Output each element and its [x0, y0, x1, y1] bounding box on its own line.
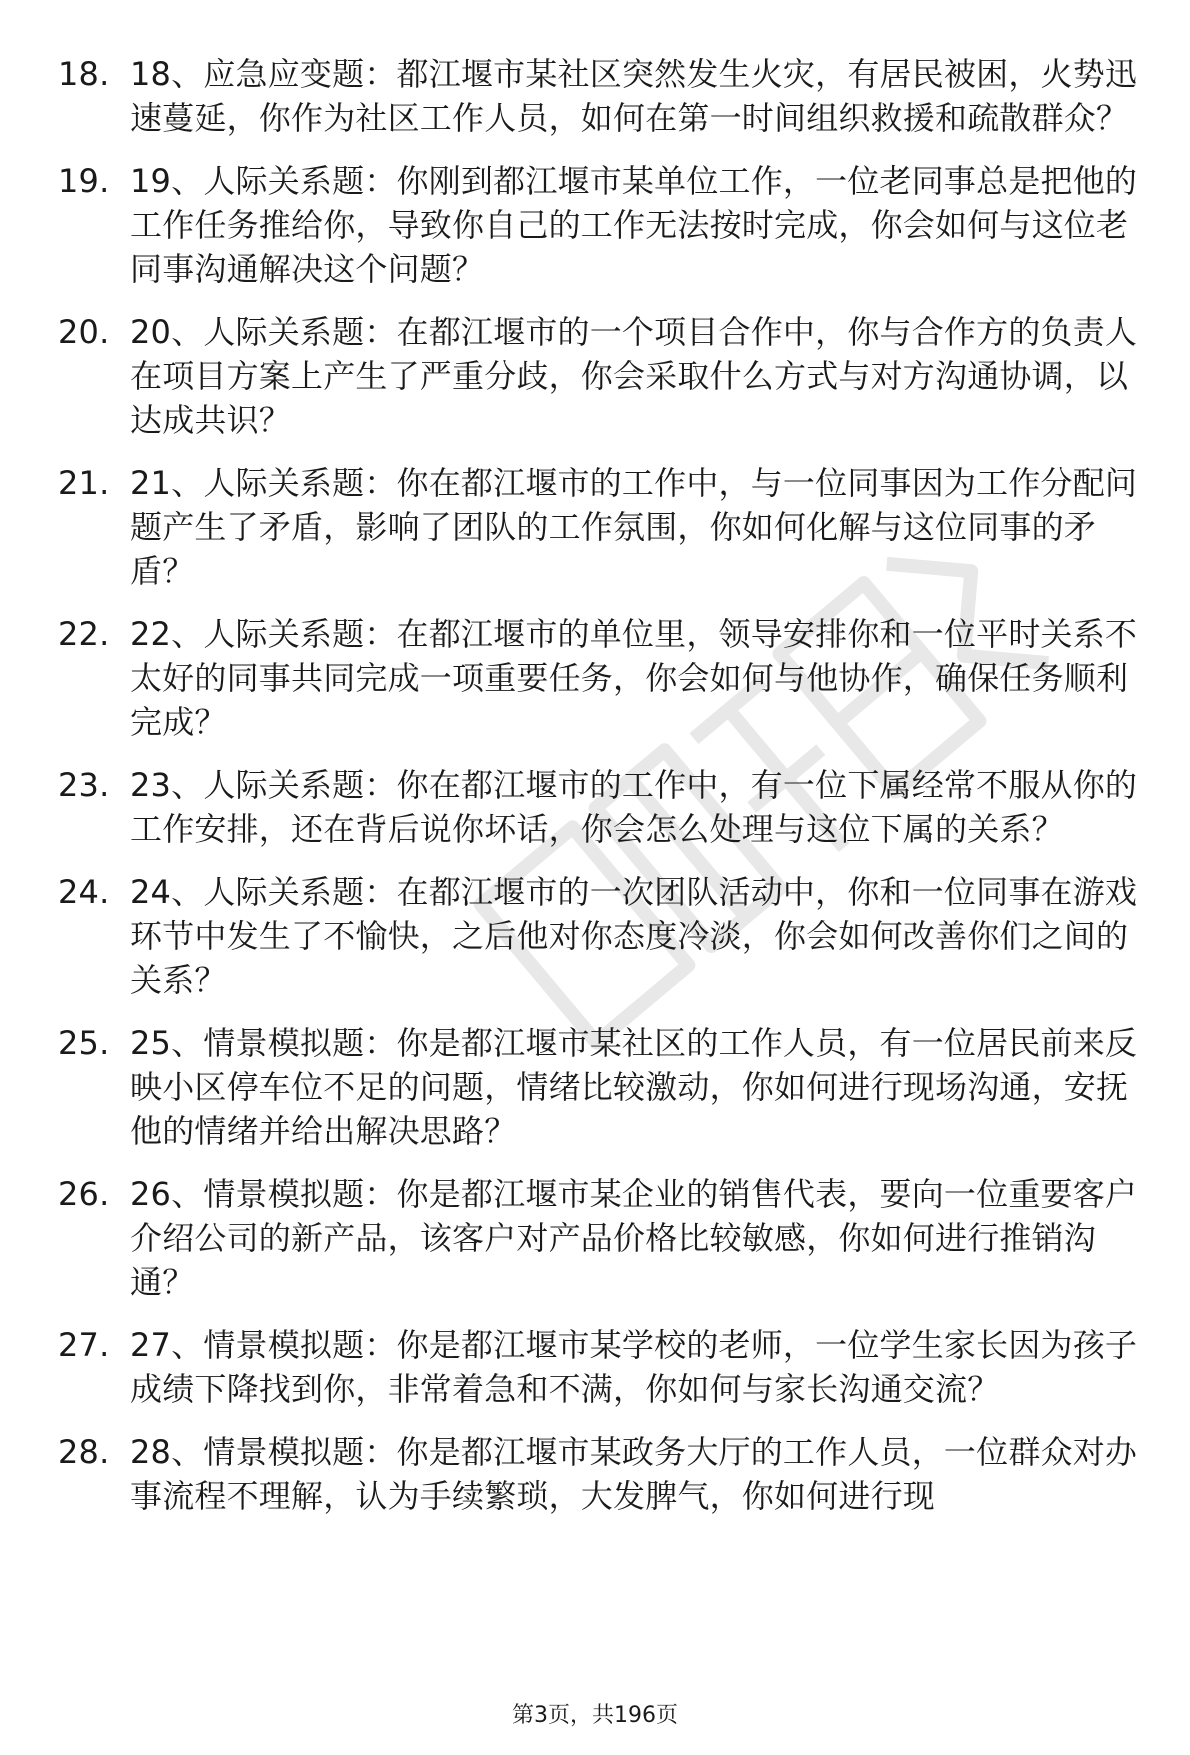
question-item — [58, 52, 1158, 140]
question-number: 27. — [58, 1326, 110, 1364]
question-text: 27、情景模拟题：你是都江堰市某学校的老师，一位学生家长因为孩子成绩下降找到你，非常着急和不满，你如何与家长沟通交流？ — [130, 1326, 1138, 1408]
page-footer: 第3页，共196页 — [512, 1703, 678, 1728]
question-number: 28. — [58, 1433, 110, 1471]
question-text: 24、人际关系题：在都江堰市的一次团队活动中，你和一位同事在游戏环节中发生了不愉快，之后他对你态度冷淡，你会如何改善你们之间的关系？ — [130, 873, 1138, 999]
question-text: 28、情景模拟题：你是都江堰市某政务大厅的工作人员，一位群众对办事流程不理解，认为手续繁琐，大发脾气，你如何进行现 — [130, 1433, 1138, 1515]
question-item — [58, 310, 1158, 442]
question-text: 22、人际关系题：在都江堰市的单位里，领导安排你和一位平时关系不太好的同事共同完成一项重要任务，你会如何与他协作，确保任务顺利完成？ — [130, 615, 1138, 741]
question-number: 21. — [58, 464, 110, 502]
question-number: 18. — [58, 55, 110, 93]
question-number: 19. — [58, 162, 110, 200]
question-text: 20、人际关系题：在都江堰市的一个项目合作中，你与合作方的负责人在项目方案上产生了严重分歧，你会采取什么方式与对方沟通协调，以达成共识？ — [130, 313, 1138, 439]
question-item — [58, 870, 1158, 1002]
question-number: 22. — [58, 615, 110, 653]
question-text: 19、人际关系题：你刚到都江堰市某单位工作，一位老同事总是把他的工作任务推给你，导致你自己的工作无法按时完成，你会如何与这位老同事沟通解决这个问题？ — [130, 162, 1138, 288]
question-item — [58, 1323, 1158, 1411]
question-text: 23、人际关系题：你在都江堰市的工作中，有一位下属经常不服从你的工作安排，还在背后说你坏话，你会怎么处理与这位下属的关系？ — [130, 766, 1138, 848]
question-item — [58, 1021, 1158, 1153]
question-item — [58, 1172, 1158, 1304]
question-item — [58, 159, 1158, 291]
question-item — [58, 763, 1158, 851]
question-item — [58, 461, 1158, 593]
question-item — [58, 612, 1158, 744]
question-list — [58, 52, 1158, 1537]
question-number: 20. — [58, 313, 110, 351]
question-text: 21、人际关系题：你在都江堰市的工作中，与一位同事因为工作分配问题产生了矛盾，影响了团队的工作氛围，你如何化解与这位同事的矛盾？ — [130, 464, 1138, 590]
question-item — [58, 1430, 1158, 1518]
question-text: 18、应急应变题：都江堰市某社区突然发生火灾，有居民被困，火势迅速蔓延，你作为社区工作人员，如何在第一时间组织救援和疏散群众？ — [130, 55, 1138, 137]
question-number: 26. — [58, 1175, 110, 1213]
question-text: 25、情景模拟题：你是都江堰市某社区的工作人员，有一位居民前来反映小区停车位不足的问题，情绪比较激动，你如何进行现场沟通，安抚他的情绪并给出解决思路？ — [130, 1024, 1138, 1150]
question-number: 24. — [58, 873, 110, 911]
question-text: 26、情景模拟题：你是都江堰市某企业的销售代表，要向一位重要客户介绍公司的新产品，该客户对产品价格比较敏感，你如何进行推销沟通？ — [130, 1175, 1138, 1301]
question-number: 25. — [58, 1024, 110, 1062]
question-number: 23. — [58, 766, 110, 804]
